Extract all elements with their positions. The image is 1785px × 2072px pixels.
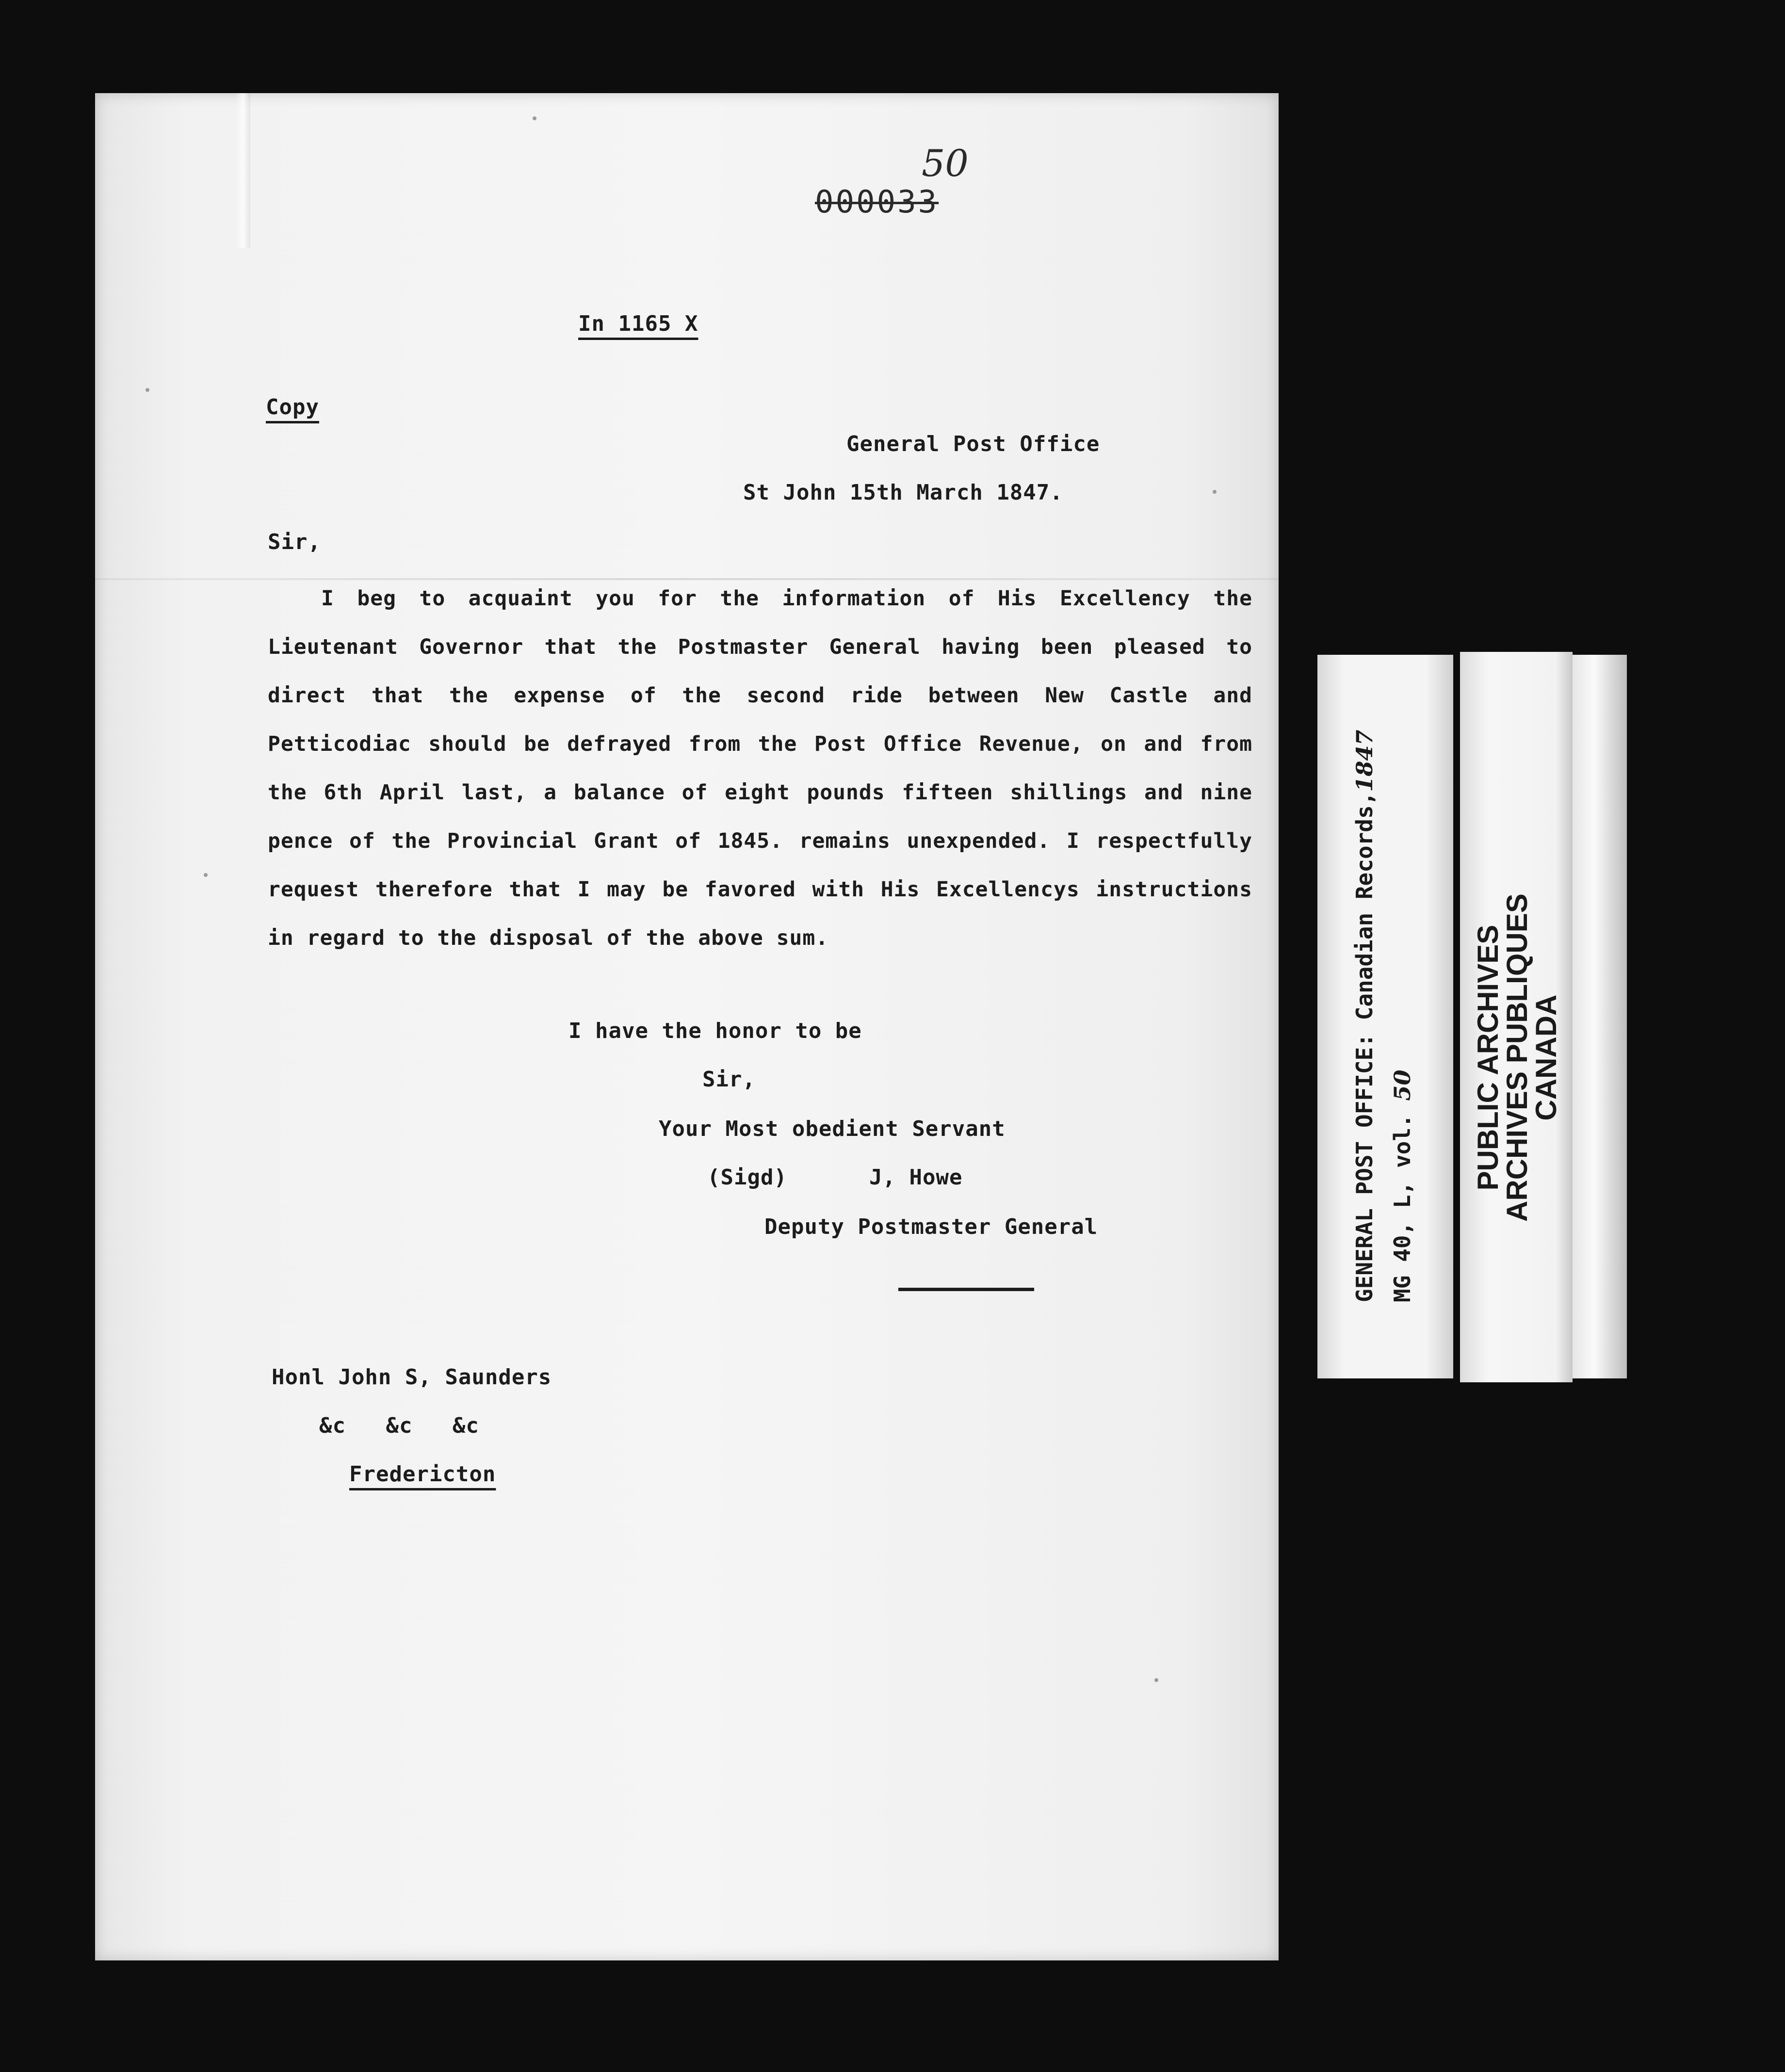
recipient-name: Honl John S, Saunders (272, 1365, 552, 1390)
archive-stamp-line1: PUBLIC ARCHIVES (1472, 924, 1504, 1191)
recipient-place: Fredericton (349, 1462, 496, 1487)
signer-title: Deputy Postmaster General (764, 1214, 1098, 1239)
archive-stamp-line2: ARCHIVES PUBLIQUES (1501, 893, 1533, 1222)
sigd-label: (Sigd) (707, 1165, 787, 1190)
archive-tab-edge (1573, 655, 1627, 1378)
salutation: Sir, (268, 530, 321, 554)
archive-label-line1: GENERAL POST OFFICE: Canadian Records, (1351, 792, 1378, 1302)
copy-label: Copy (266, 395, 319, 420)
folio-number: 000033 (815, 184, 939, 220)
recipient-etc: &c &c &c (319, 1413, 479, 1438)
separator-rule (898, 1288, 1034, 1291)
sender-address-line1: General Post Office (846, 432, 1100, 456)
speck (533, 116, 536, 120)
letter-body: I beg to acquaint you for the information of His Excellency the Lieutenant Governor that the Postmaster General having been pleased to direct that the expense of the second ride between New Castle and Petticodiac should be defrayed from the Post Office Revenue, on and from the 6th April last, a balance of eight pounds fifteen shillings and nine pence of the Provincial Grant of 1845. remains unexpended. I respectfully request therefore that I may be favored with His Excellencys instructions in regard to the disposal of the above sum. (268, 586, 1252, 950)
archive-label-year: 1847 (1351, 729, 1378, 792)
archive-label-line2: MG 40, L, vol. (1389, 1114, 1415, 1302)
speck (146, 388, 149, 392)
closing-line3: Your Most obedient Servant (659, 1117, 1006, 1141)
archive-stamp-label (1460, 652, 1573, 1382)
folio-handwritten-number: 50 (922, 142, 969, 185)
speck (204, 873, 208, 877)
sender-address-line2: St John 15th March 1847. (743, 480, 1063, 505)
reference-number: In 1165 X (578, 311, 698, 336)
archive-stamp-line3: CANADA (1530, 994, 1562, 1121)
paper-crease (236, 93, 250, 248)
signer-name: J, Howe (869, 1165, 963, 1190)
closing-line2: Sir, (702, 1067, 756, 1092)
archive-label-volume: 50 (1389, 1069, 1415, 1101)
closing-line1: I have the honor to be (568, 1019, 862, 1043)
speck (1154, 1678, 1158, 1682)
archive-reference-label (1317, 655, 1453, 1378)
speck (1213, 490, 1217, 494)
